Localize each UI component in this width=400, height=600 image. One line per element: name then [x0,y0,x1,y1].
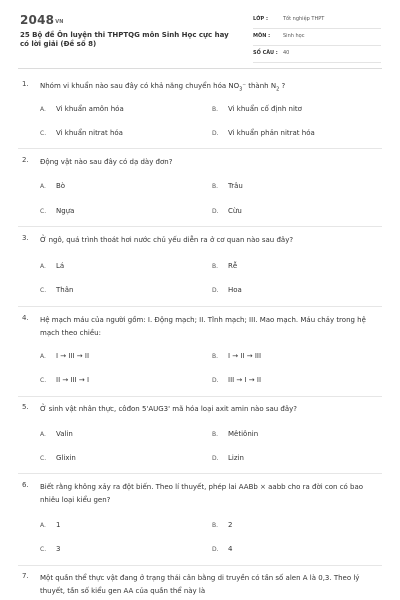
meta-value: Sinh học [283,33,305,39]
meta-subject [253,31,381,46]
meta-label: MÔN : [253,33,271,39]
document-title: 25 Bộ đề Ôn luyện thi THPTQG môn Sinh Học cực hay có lời giải (Đề số 8) [20,31,229,48]
header-divider [18,68,382,69]
option-d[interactable]: D. Cừu [212,207,242,215]
question-number: 7. [22,572,29,580]
option-c[interactable]: C. Ngựa [40,207,75,215]
option-a[interactable]: A. I → III → II [40,352,90,360]
meta-label: LỚP : [253,16,268,22]
document-meta [253,14,381,65]
site-logo[interactable]: 2048VN [20,13,64,27]
question-6 [18,481,382,567]
question-text: Động vật nào sau đây có dạ dày đơn? [40,158,173,166]
question-number: 1. [22,80,29,88]
option-d[interactable]: D. Vi khuẩn phản nitrat hóa [212,129,315,137]
option-c[interactable]: C. Vi khuẩn nitrat hóa [40,129,123,137]
question-text: Một quần thể thực vật đang ở trạng thái cân bằng di truyền có tần số alen A là 0,3. Theo lý thuyết, tần số kiểu gen AA của quần thể này là [40,574,360,595]
option-b[interactable]: B. Trâu [212,182,243,190]
question-number: 6. [22,481,29,489]
question-5 [18,403,382,475]
meta-question-count [253,48,381,63]
option-a[interactable]: A. Valin [40,430,73,438]
meta-grade [253,14,381,29]
question-divider [18,473,382,474]
option-b[interactable]: B. Mêtiônin [212,430,259,438]
question-divider [18,565,382,566]
option-c[interactable]: C. II → III → I [40,376,90,384]
option-a[interactable]: A. Vi khuẩn amôn hóa [40,105,124,113]
question-number: 5. [22,403,29,411]
question-divider [18,306,382,307]
question-text: Ở sinh vật nhân thực, côđon 5'AUG3' mã hóa loại axit amin nào sau đây? [40,405,298,413]
question-7 [18,572,382,600]
question-divider [18,148,382,149]
question-number: 2. [22,156,29,164]
question-divider [18,396,382,397]
document-header [0,0,400,64]
option-b[interactable]: B. I → II → III [212,352,262,360]
question-2 [18,156,382,228]
option-d[interactable]: D. Lizin [212,454,244,462]
question-4 [18,314,382,400]
question-text: Ở ngô, quá trình thoát hơi nước chủ yếu diễn ra ở cơ quan nào sau đây? [40,236,294,244]
option-b[interactable]: B. Vi khuẩn cố định nitơ [212,105,302,113]
meta-label: SỐ CÂU : [253,50,278,56]
question-1 [18,80,382,150]
question-text: Biết rằng không xảy ra đột biến. Theo lí thuyết, phép lai AABb × aabb cho ra đời con có bao nhiêu loại kiểu gen? [40,483,364,504]
question-text: Hệ mạch máu của người gồm: I. Động mạch; II. Tĩnh mạch; III. Mao mạch. Máu chảy trong hệ mạch theo chiều: [40,316,366,337]
option-d[interactable]: D. III → I → II [212,376,262,384]
option-c[interactable]: C. Glixin [40,454,76,462]
option-a[interactable]: A. 1 [40,521,61,529]
question-number: 3. [22,234,29,242]
question-number: 4. [22,314,29,322]
question-divider [18,226,382,227]
option-a[interactable]: A. Bò [40,182,66,190]
option-d[interactable]: D. Hoa [212,286,242,294]
question-3 [18,234,382,308]
meta-value: 40 [283,50,290,56]
meta-value: Tốt nghiệp THPT [283,16,325,22]
option-d[interactable]: D. 4 [212,545,233,553]
option-a[interactable]: A. Lá [40,262,65,270]
option-c[interactable]: C. Thân [40,286,74,294]
option-c[interactable]: C. 3 [40,545,61,553]
question-text: Nhóm vi khuẩn nào sau đây có khả năng chuyển hóa $NO_3^-$ thành $N_2$ ? [40,82,286,93]
option-b[interactable]: B. Rễ [212,262,238,270]
option-b[interactable]: B. 2 [212,521,233,529]
